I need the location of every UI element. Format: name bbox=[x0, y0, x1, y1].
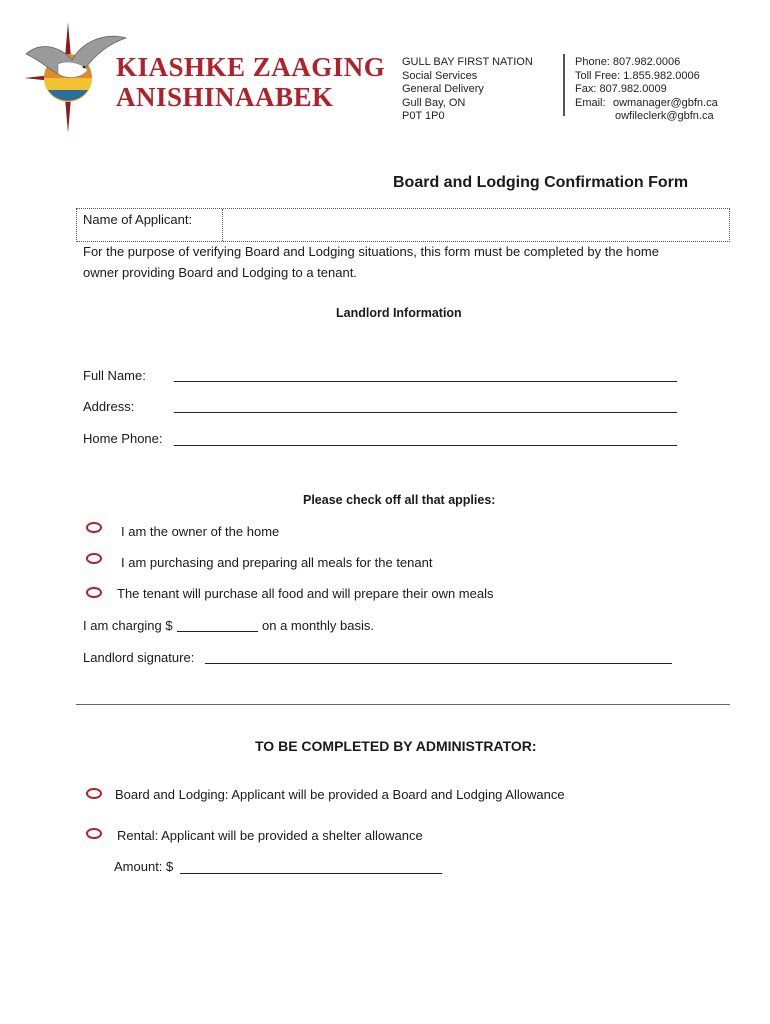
address-line-input[interactable] bbox=[174, 412, 677, 413]
email-address-1[interactable]: owmanager@gbfn.ca bbox=[613, 96, 718, 109]
option-tenant-food-label: The tenant will purchase all food and will prepare their own meals bbox=[117, 586, 494, 601]
tenant-food-radio[interactable] bbox=[86, 587, 102, 598]
charging-amount-line[interactable] bbox=[177, 631, 258, 632]
rental-radio[interactable] bbox=[86, 828, 102, 839]
full-name-label: Full Name: bbox=[83, 368, 146, 383]
address-line: Social Services bbox=[402, 69, 478, 82]
home-phone-label: Home Phone: bbox=[83, 431, 163, 446]
fax-number: Fax: 807.982.0009 bbox=[575, 83, 667, 95]
header-divider bbox=[563, 54, 565, 116]
address-line: Gull Bay, ON bbox=[402, 96, 466, 109]
amount-line[interactable] bbox=[180, 873, 442, 874]
admin-option-board-label: Board and Lodging: Applicant will be provided a Board and Lodging Allowance bbox=[115, 787, 565, 802]
email-row bbox=[575, 97, 718, 111]
address-line: General Delivery bbox=[402, 83, 484, 95]
charging-prefix: I am charging $ bbox=[83, 618, 173, 633]
charging-suffix: on a monthly basis. bbox=[262, 618, 375, 633]
board-lodging-radio[interactable] bbox=[86, 788, 102, 799]
owner-radio[interactable] bbox=[86, 522, 102, 533]
applicant-name-label: Name of Applicant: bbox=[83, 212, 193, 227]
home-phone-line[interactable] bbox=[174, 445, 677, 446]
landlord-info-heading: Landlord Information bbox=[336, 306, 462, 320]
email-label: Email: bbox=[575, 96, 606, 109]
contact-info bbox=[575, 56, 718, 124]
admin-option-rental-label: Rental: Applicant will be provided a shelter allowance bbox=[117, 828, 423, 843]
intro-text-line1: For the purpose of verifying Board and Lodging situations, this form must be completed by the home bbox=[83, 244, 659, 259]
phone-number: Phone: 807.982.0006 bbox=[575, 56, 681, 68]
address-line: P0T 1P0 bbox=[402, 110, 445, 122]
amount-label: Amount: $ bbox=[114, 859, 174, 874]
field-divider bbox=[222, 209, 223, 241]
admin-heading: TO BE COMPLETED BY ADMINISTRATOR: bbox=[255, 738, 537, 754]
org-name-line2: ANISHINAABEK bbox=[116, 82, 334, 112]
address-line: GULL BAY FIRST NATION bbox=[402, 56, 533, 68]
full-name-line[interactable] bbox=[174, 381, 677, 382]
intro-text-line2: owner providing Board and Lodging to a tenant. bbox=[83, 265, 357, 280]
form-title: Board and Lodging Confirmation Form bbox=[393, 174, 689, 191]
email-address-2[interactable]: owfileclerk@gbfn.ca bbox=[615, 110, 714, 122]
signature-label: Landlord signature: bbox=[83, 650, 195, 665]
meals-radio[interactable] bbox=[86, 553, 102, 564]
section-divider bbox=[76, 704, 730, 705]
toll-free-number: Toll Free: 1.855.982.0006 bbox=[575, 69, 700, 82]
check-heading: Please check off all that applies: bbox=[303, 493, 496, 507]
signature-line[interactable] bbox=[205, 663, 672, 664]
option-meals-label: I am purchasing and preparing all meals for the tenant bbox=[121, 555, 433, 570]
mailing-address bbox=[402, 56, 533, 124]
address-label: Address: bbox=[83, 399, 135, 414]
option-owner-label: I am the owner of the home bbox=[121, 524, 280, 539]
org-name-line1: KIASHKE ZAAGING bbox=[116, 52, 386, 82]
